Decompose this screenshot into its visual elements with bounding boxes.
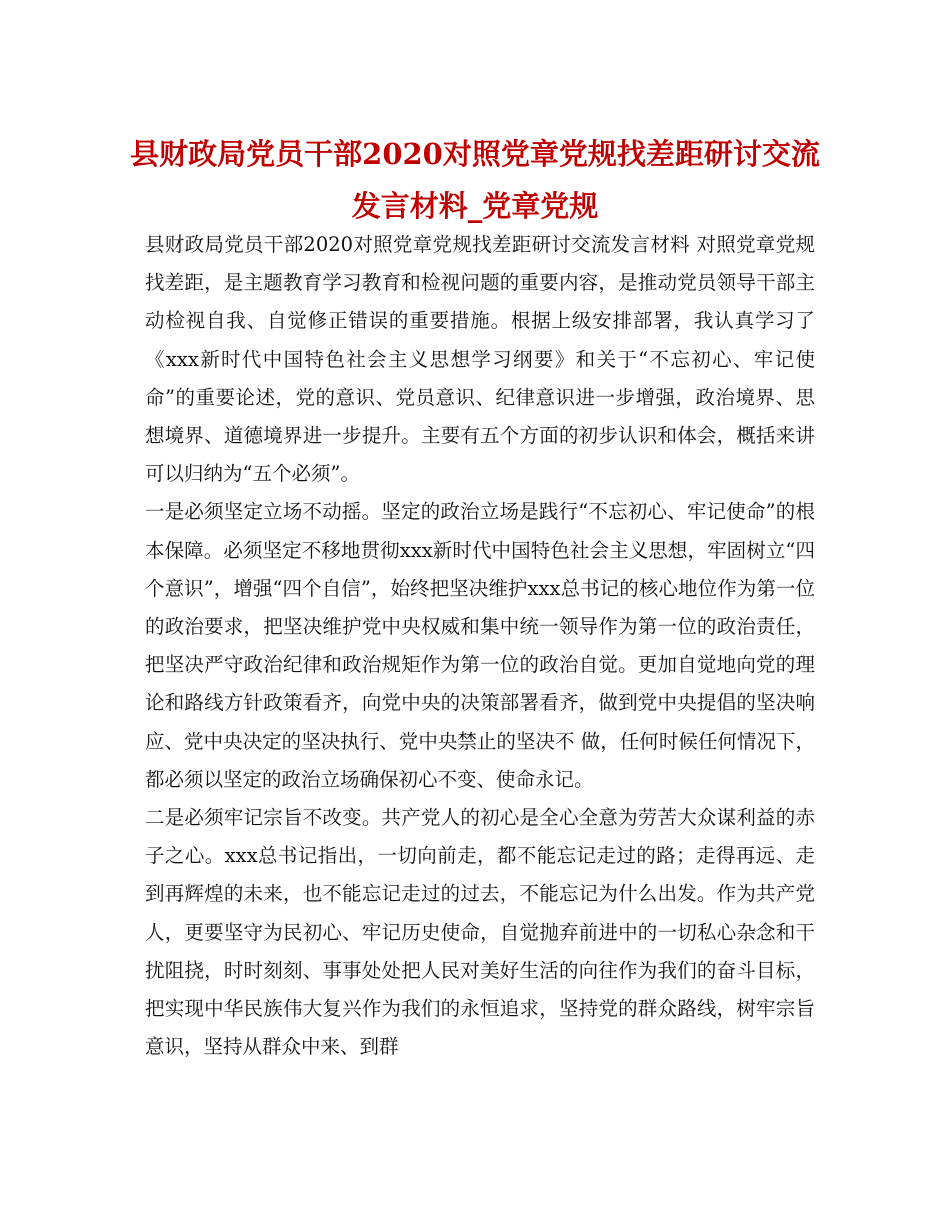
paragraph-point-2: 二是必须牢记宗旨不改变。共产党人的初心是全心全意为劳苦大众谋利益的赤子之心。xxx总书记指出，一切向前走，都不能忘记走过的路；走得再远、走到再辉煌的未来，也不能忘记走过的过去，不能忘记为什么出发。作为共产党人，更要坚守为民初心、牢记历史使命，自觉抛弃前进中的一切私心杂念和干扰阻挠，时时刻刻、事事处处把人民对美好生活的向往作为我们的奋斗目标，把实现中华民族伟大复兴作为我们的永恒追求，坚持党的群众路线，树牢宗旨意识，坚持从群众中来、到群 bbox=[145, 806, 815, 1059]
title-line-2: 发言材料_党章党规 bbox=[351, 189, 599, 223]
paragraph-intro: 县财政局党员干部2020对照党章党规找差距研讨交流发言材料 对照党章党规找差距，是主题教育学习教育和检视问题的重要内容，是推动党员领导干部主动检视自我、自觉修正错误的重要措施。根据上级安排部署，我认真学习了《xxx新时代中国特色社会主义思想学习纲要》和关于“不忘初心、牢记使命”的重要论述，党的意识、党员意识、纪律意识进一步增强，政治境界、思想境界、道德境界进一步提升。主要有五个方面的初步认识和体会，概括来讲可以归纳为“五个必须”。 bbox=[145, 233, 815, 486]
title-line-1: 县财政局党员干部2020对照党章党规找差距研讨交流 bbox=[130, 137, 820, 171]
document-title bbox=[100, 128, 850, 232]
paragraph-point-1: 一是必须坚定立场不动摇。坚定的政治立场是践行“不忘初心、牢记使命”的根本保障。必须坚定不移地贯彻xxx新时代中国特色社会主义思想，牢固树立“四个意识”，增强“四个自信”，始终把坚决维护xxx总书记的核心地位作为第一位的政治要求，把坚决维护党中央权威和集中统一领导作为第一位的政治责任，把坚决严守政治纪律和政治规矩作为第一位的政治自觉。更加自觉地向党的理论和路线方针政策看齐，向党中央的决策部署看齐，做到党中央提倡的坚决响应、党中央决定的坚决执行、党中央禁止的坚决不 做，任何时候任何情况下，都必须以坚定的政治立场确保初心不变、使命永记。 bbox=[145, 500, 815, 791]
document-body bbox=[145, 226, 815, 1066]
